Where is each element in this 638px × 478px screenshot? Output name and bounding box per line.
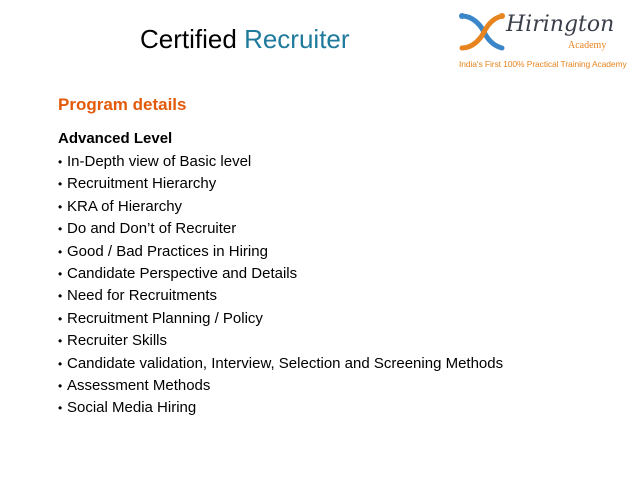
- bullet-icon: •: [58, 155, 63, 169]
- logo-brand-name: Hirington: [506, 12, 615, 37]
- bullet-icon: •: [58, 199, 63, 214]
- list-item: [58, 330, 503, 352]
- bullet-icon: •: [58, 379, 63, 394]
- list-item-text: Candidate Perspective and Details: [67, 265, 298, 283]
- list-item: [58, 397, 503, 419]
- list-item-text: Recruitment Planning / Policy: [67, 309, 263, 327]
- list-item-text: Assessment Methods: [67, 377, 211, 395]
- bullet-icon: •: [58, 334, 63, 349]
- bullet-list: [58, 151, 503, 420]
- bullet-icon: •: [58, 244, 63, 259]
- title-accent-text: Recruiter: [244, 24, 350, 54]
- bullet-icon: •: [58, 177, 63, 192]
- list-item: [58, 151, 503, 173]
- bullet-icon: •: [58, 356, 63, 371]
- list-item-text: Recruiter Skills: [67, 332, 168, 350]
- bullet-icon: •: [58, 267, 63, 282]
- bullet-icon: •: [58, 222, 63, 237]
- list-item-text: Good / Bad Practices in Hiring: [67, 242, 268, 260]
- list-item: [58, 241, 503, 263]
- section-heading: Program details: [58, 95, 187, 114]
- list-item: [58, 173, 503, 195]
- bullet-icon: •: [58, 401, 63, 416]
- logo-tagline: India's First 100% Practical Training Academy: [459, 59, 627, 69]
- list-item: [58, 308, 503, 330]
- list-item: [58, 263, 503, 285]
- bullet-icon: •: [58, 289, 63, 304]
- list-item: [58, 218, 503, 240]
- level-label: Advanced Level: [58, 130, 173, 147]
- list-item-text: Candidate validation, Interview, Selection and Screening Methods: [67, 354, 504, 372]
- list-item: [58, 375, 503, 397]
- list-item-text: Social Media Hiring: [67, 399, 197, 417]
- list-item-text: In-Depth view of Basic level: [67, 153, 252, 170]
- title-text: Certified: [140, 24, 237, 54]
- list-item-text: KRA of Hierarchy: [67, 197, 183, 215]
- logo-brand-sub: Academy: [568, 40, 607, 51]
- list-item-text: Do and Don’t of Recruiter: [67, 220, 237, 238]
- list-item: [58, 353, 503, 375]
- page-title: [140, 24, 350, 55]
- list-item: [58, 285, 503, 307]
- bullet-icon: •: [58, 311, 63, 326]
- list-item-text: Recruitment Hierarchy: [67, 175, 217, 193]
- list-item: [58, 196, 503, 218]
- hirington-x-mark-icon: [458, 10, 506, 54]
- list-item-text: Need for Recruitments: [67, 287, 218, 305]
